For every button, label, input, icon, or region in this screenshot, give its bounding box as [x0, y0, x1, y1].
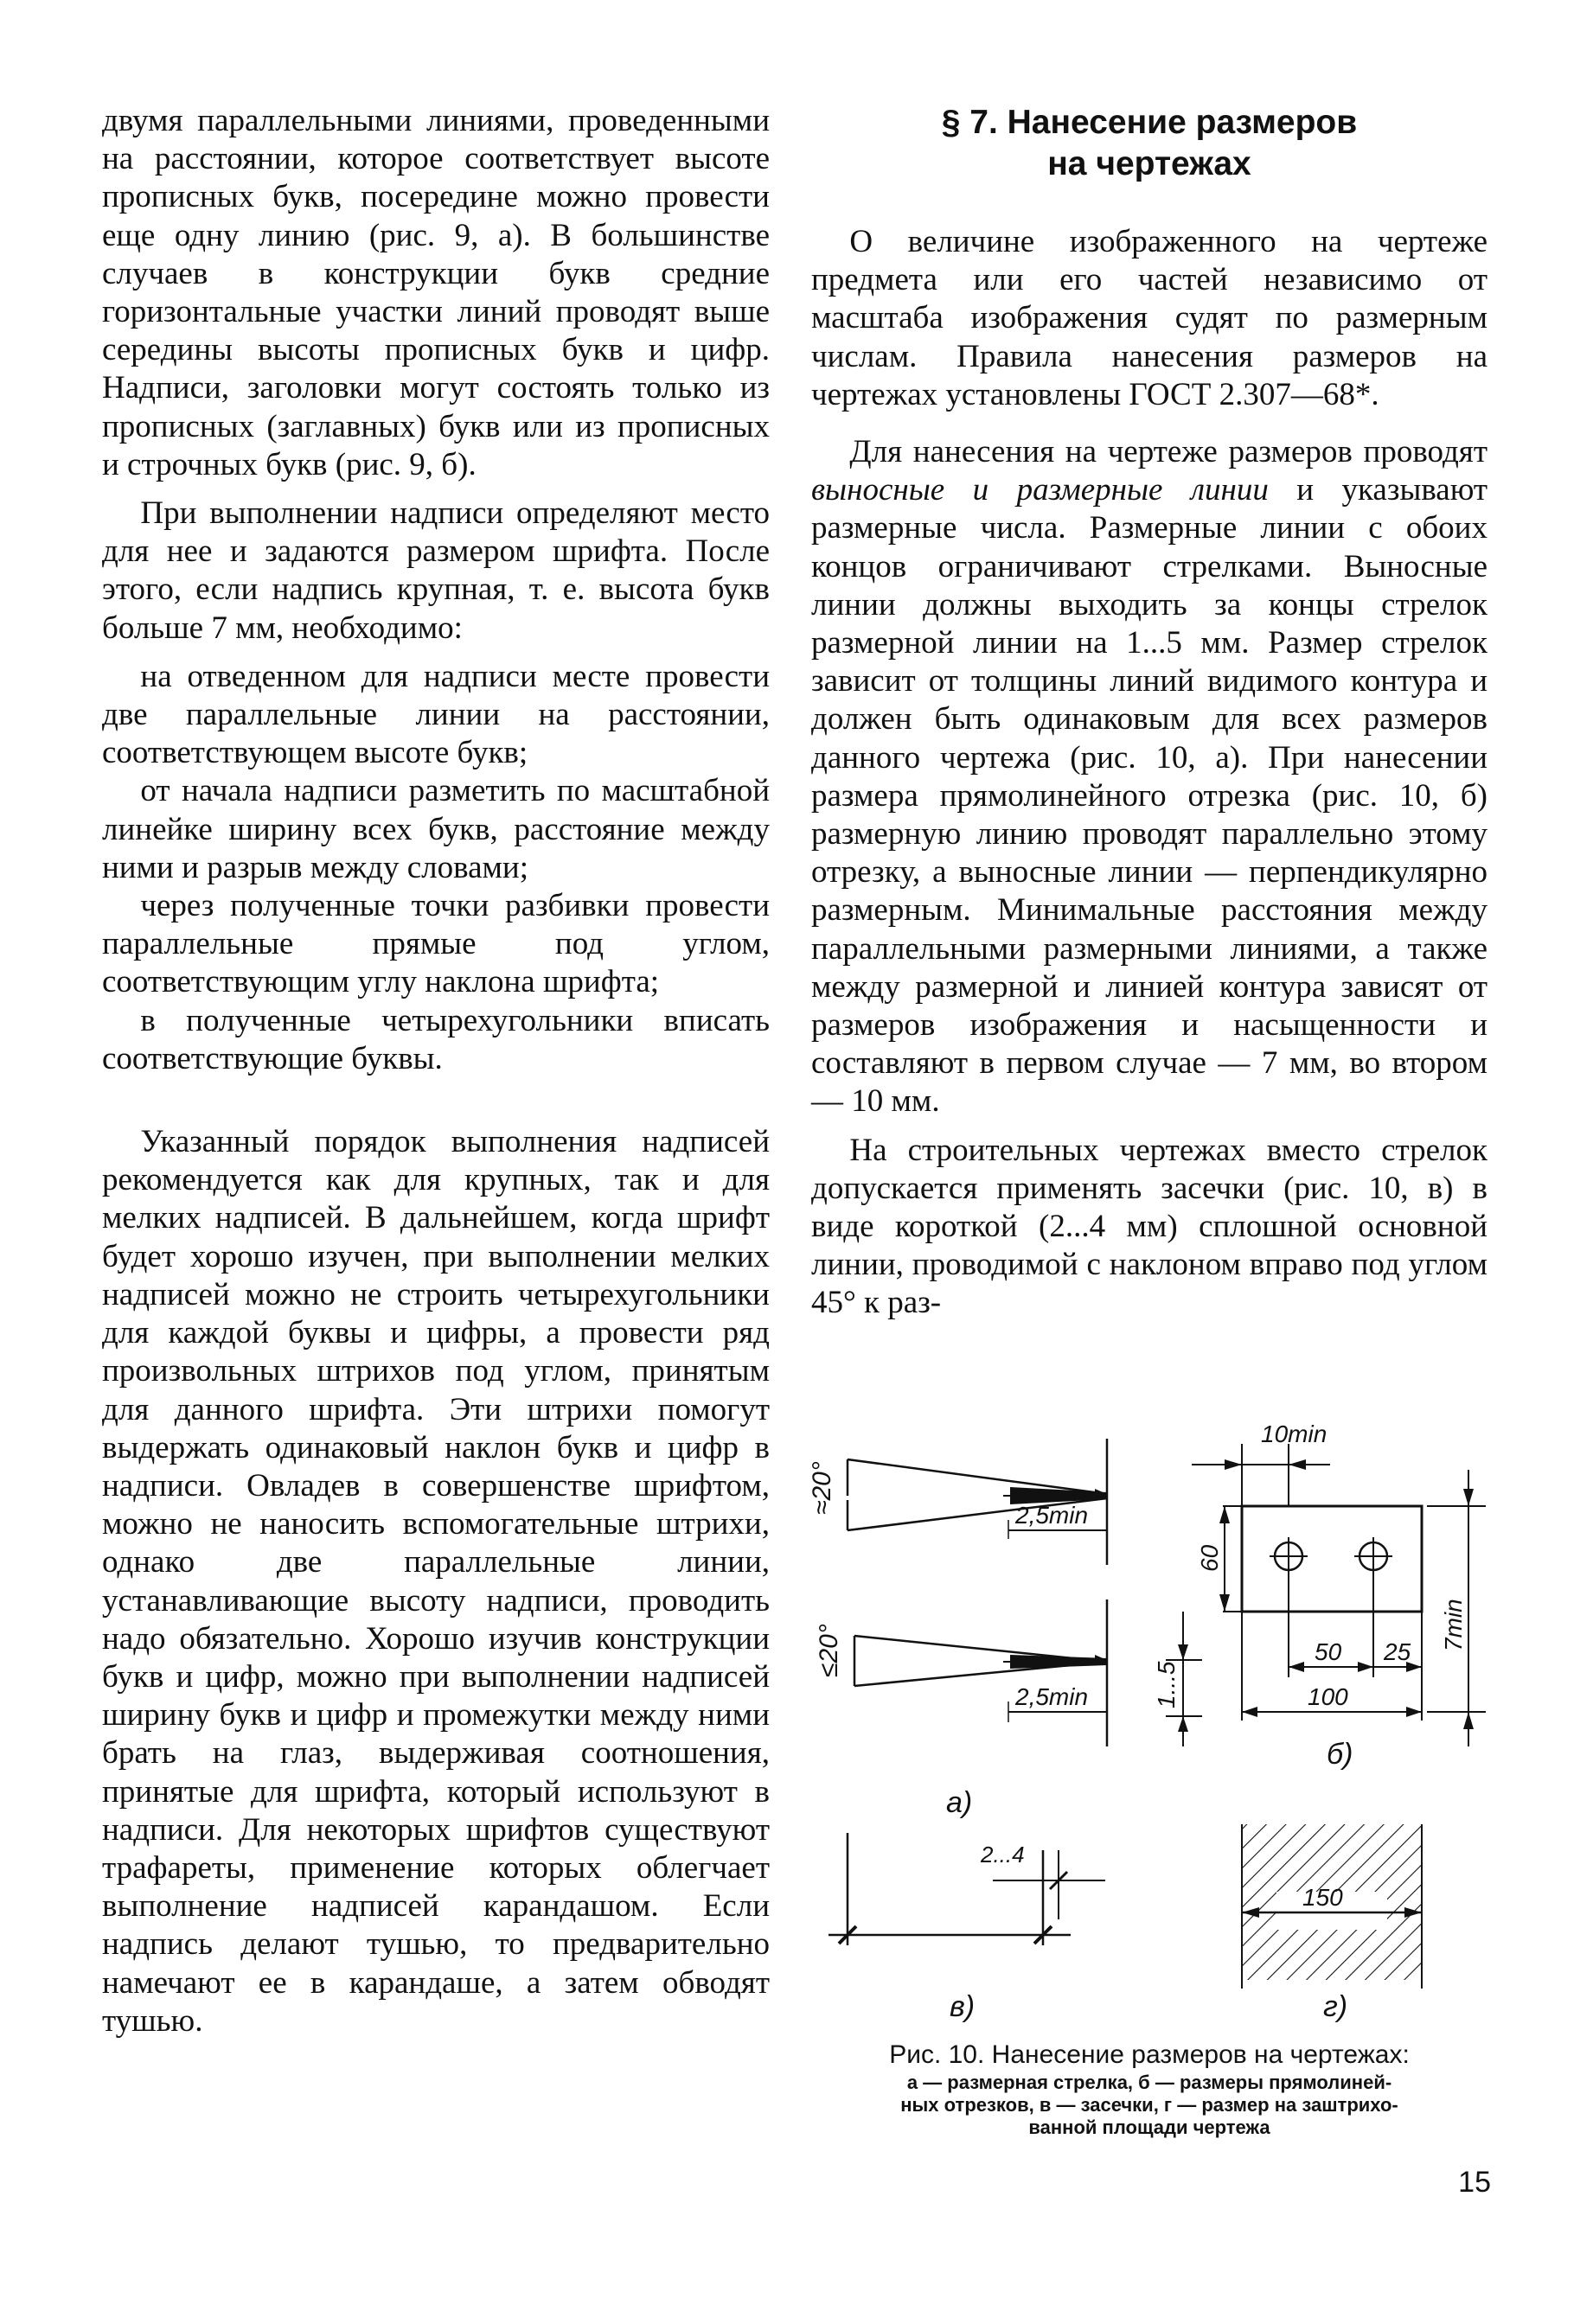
caption-line: ных отрезков, в — засечки, г — размер на заштрихо-: [900, 2094, 1398, 2116]
label-100: 100: [1308, 1683, 1348, 1710]
list-item: через полученные точки разбивки провести параллельные прямые под углом, соответствующим углу наклона шрифта;: [102, 888, 770, 1000]
label-angle-2: ≤20°: [815, 1624, 843, 1677]
label-7min: 7min: [1440, 1599, 1467, 1651]
text-run: Для нанесения на чертеже размеров проводят: [849, 434, 1487, 470]
list-item: на отведенном для надписи месте провести две параллельные линии на расстоянии, соответствующем высоте букв;: [102, 658, 770, 771]
label-50: 50: [1315, 1638, 1342, 1665]
paragraph: [811, 433, 1487, 1121]
dimension-arrow: [1010, 1655, 1107, 1669]
label-angle-1: ≈20°: [808, 1461, 836, 1515]
page-number: 15: [1458, 2166, 1491, 2199]
text-run: и указывают размерные числа. Размерные линии с обоих концов ограничивают стрелками. Выносные линии должны выходить за концы стрелок размерной линии на 1...5 мм. Размер стрелок зависит от толщины линий видимого контура и должен быть одинаковым для всех размеров данного чертежа (рис. 10, а). При нанесении размера прямолинейного отрезка (рис. 10, б) размерную линию проводят параллельно этому отрезку, а выносные линии — перпендикулярно размерным. Минимальные расстояния между параллельными размерными линиями, а также между размерной и линией контура зависят от размеров изображения и насыщенности и составляют в первом случае — 7 мм, во втором — 10 мм.: [811, 472, 1488, 1120]
paragraph: На строительных чертежах вместо стрелок допускается применять засечки (рис. 10, в) в виде короткой (2...4 мм) сплошной основной линии, проводимой с наклоном вправо под углом 45° к раз-: [811, 1132, 1487, 1321]
figure-drawing: [808, 1418, 1487, 2040]
angle-line: [848, 1459, 1107, 1494]
term-extension-lines: выносные: [811, 472, 945, 508]
right-column: [811, 102, 1487, 1323]
subfigure-label-b: б): [1327, 1738, 1353, 1771]
text-run: и: [972, 472, 989, 508]
part-contour: [1242, 1506, 1422, 1612]
list-item: в полученные четырехугольники вписать соответствующие буквы.: [102, 1002, 770, 1076]
section-heading: [811, 102, 1487, 185]
label-60: 60: [1196, 1544, 1223, 1572]
paragraph: двумя параллельными линиями, проведенными на расстоянии, которое соответствует высоте прописных букв, посередине можно провести еще одну линию (рис. 9, а). В большинстве случаев в конструкции букв средние горизонтальные участки линий проводят выше середины высоты прописных букв и цифр. Надписи, заголовки могут состоять только из прописных (заглавных) букв или из прописных и строчных букв (рис. 9, б).: [102, 103, 770, 482]
label-2-5min: 2,5min: [1015, 1502, 1089, 1529]
label-1-5: 1...5: [1153, 1661, 1180, 1708]
list-item: от начала надписи разметить по масштабной линейке ширину всех букв, расстояние между ними и разрыв между словами;: [102, 773, 770, 885]
figure-caption: [811, 2039, 1487, 2139]
left-column: [102, 102, 770, 2040]
section-heading-line: § 7. Нанесение размеров: [941, 104, 1358, 141]
paragraph: При выполнении надписи определяют место для нее и задаются размером шрифта. После этого, если надпись крупная, т. е. высота букв больше 7 мм, необходимо:: [102, 495, 770, 646]
subfigure-label-a: а): [946, 1786, 973, 1819]
subfigure-label-g: г): [1323, 1990, 1348, 2023]
label-150: 150: [1302, 1884, 1343, 1911]
caption-line: ванной площади чертежа: [1028, 2116, 1270, 2138]
label-2-5min: 2,5min: [1015, 1683, 1089, 1710]
term-dimension-lines: размерные линии: [1016, 472, 1269, 508]
caption-line: а — размерная стрелка, б — размеры прямолиней-: [906, 2072, 1392, 2093]
paragraph: Указанный порядок выполнения надписей рекомендуется как для крупных, так и для мелких надписей. В дальнейшем, когда шрифт будет хорошо изучен, при выполнении мелких надписей можно не строить четырехугольники для каждой буквы и цифры, а провести ряд произвольных штрихов под углом, принятым для данного шрифта. Эти штрихи помогут выдержать одинаковый наклон букв и цифр в надписи. Овладев в совершенстве шрифтом, можно не наносить вспомогательные штрихи, однако две параллельные линии, устанавливающие высоту надписи, проводить надо обязательно. Хорошо изучив конструкции букв и цифр, можно при выполнении надписей ширину букв и цифр и промежутки между ними брать на глаз, выдерживая соотношения, принятые для шрифта, который используют в надписи. Для некоторых шрифтов существуют трафареты, применение которых облегчает выполнение надписей карандашом. Если надпись делают тушью, то предварительно намечают ее в карандаше, а затем обводят тушью.: [102, 1124, 770, 2039]
paragraph: О величине изображенного на чертеже предмета или его частей независимо от масштаба изображения судят по размерным числам. Правила нанесения размеров на чертежах установлены ГОСТ 2.307—68*.: [811, 224, 1487, 412]
caption-title: Рис. 10. Нанесение размеров на чертежах:: [889, 2040, 1410, 2069]
label-2-4: 2...4: [981, 1842, 1025, 1868]
label-25: 25: [1384, 1638, 1411, 1665]
section-heading-line: на чертежах: [1047, 145, 1251, 182]
figure-10: [808, 1418, 1487, 2040]
subfigure-label-v: в): [950, 1990, 976, 2023]
label-10min: 10min: [1261, 1421, 1328, 1447]
